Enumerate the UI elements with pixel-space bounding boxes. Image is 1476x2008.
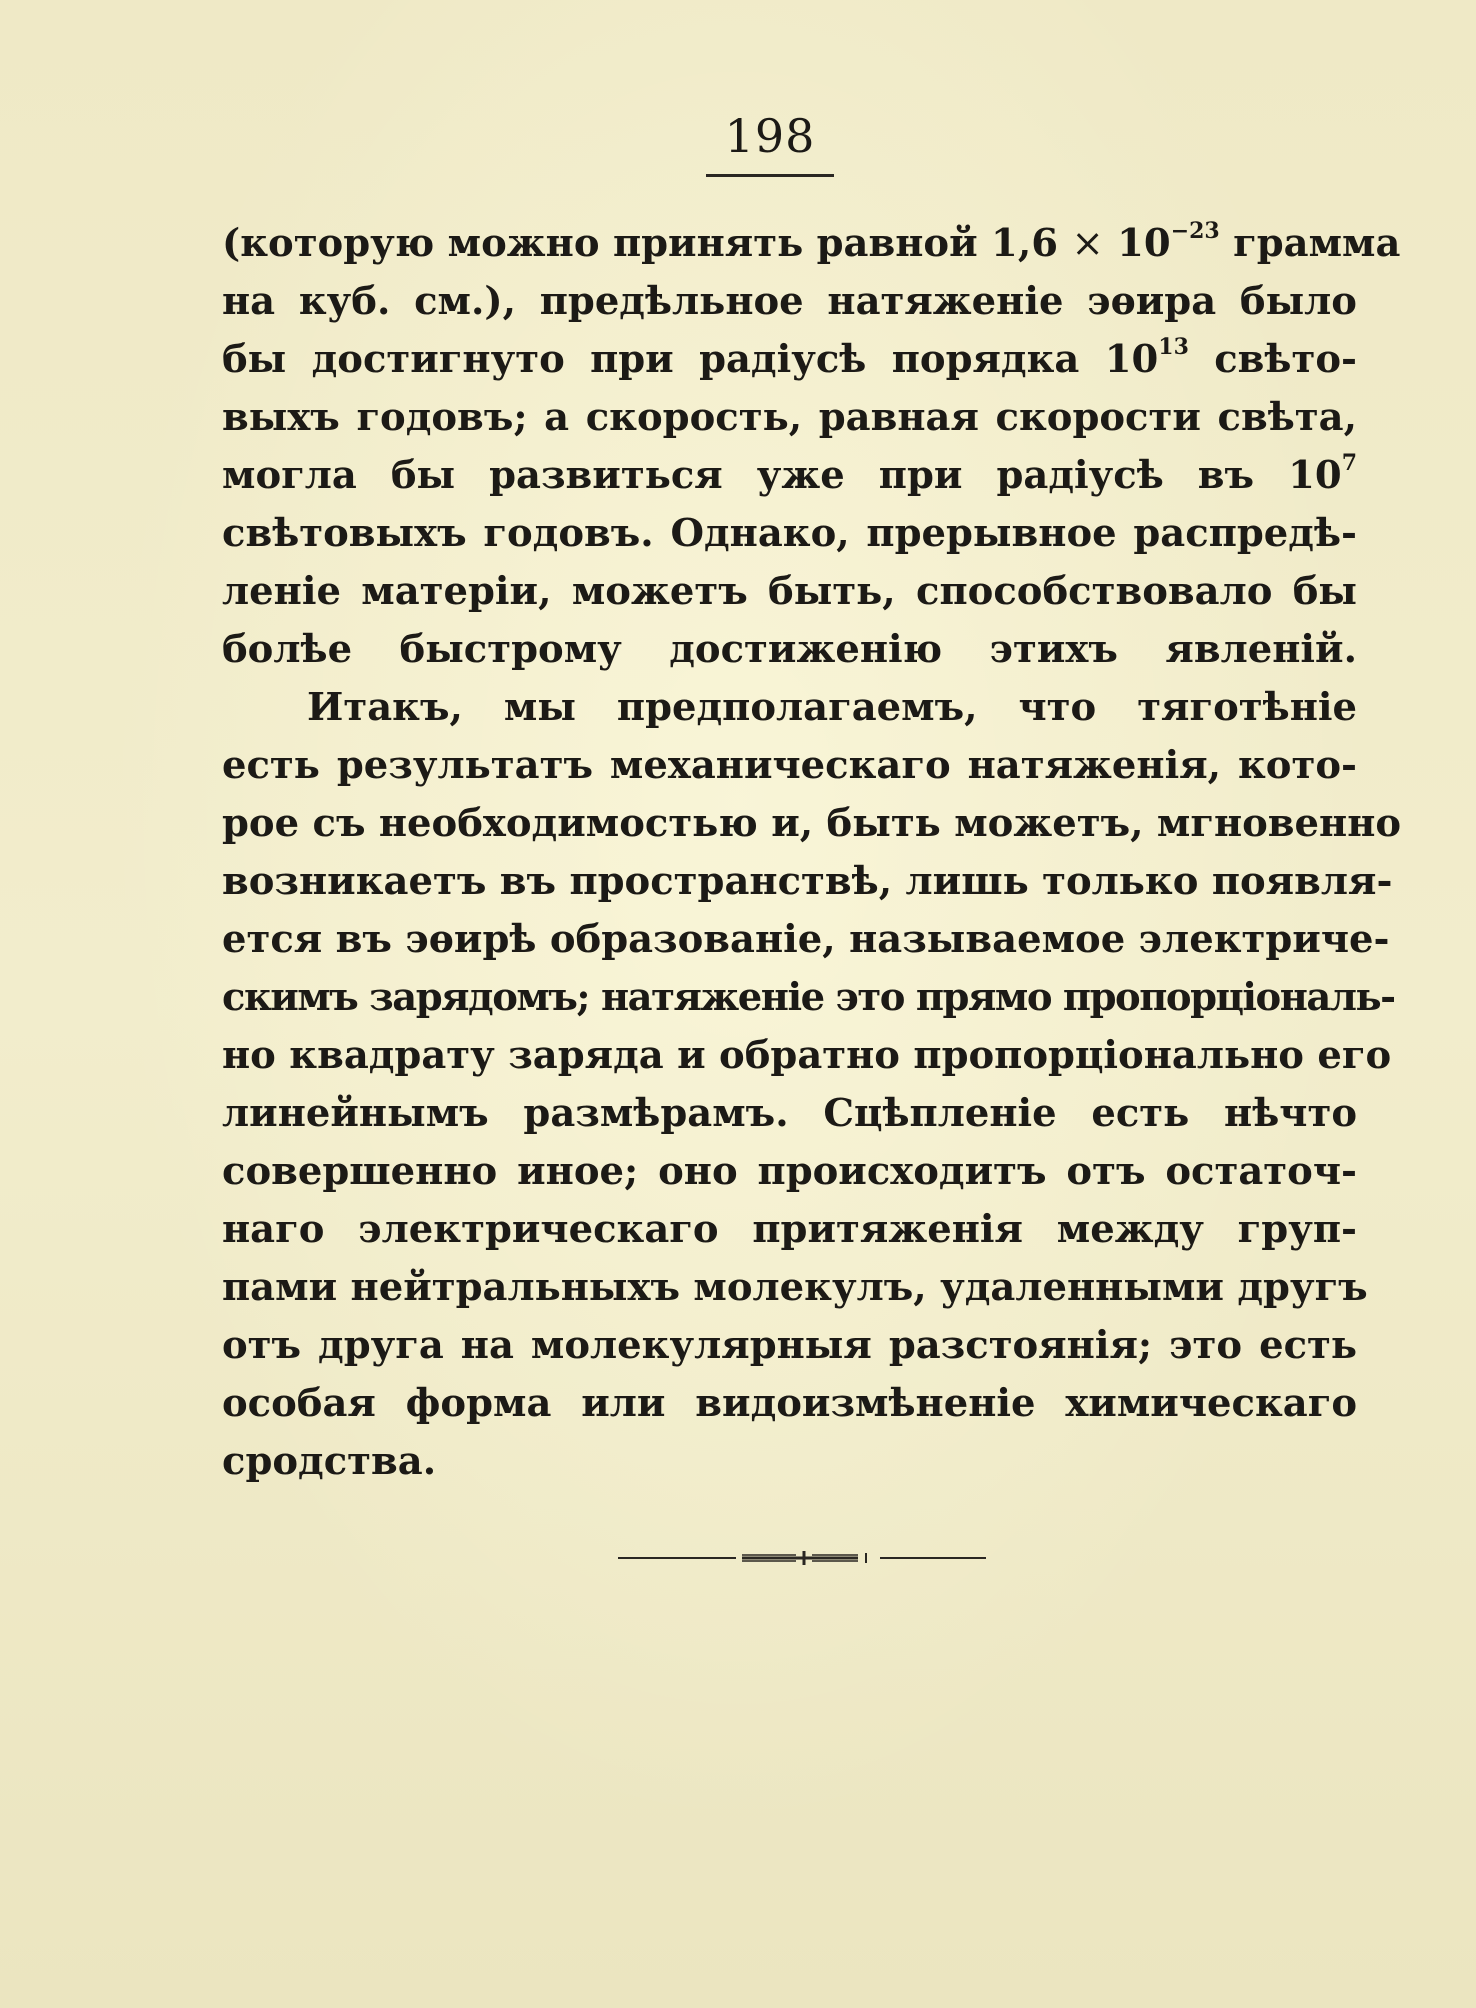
text-line: могла бы развиться уже при радіусѣ въ $10^7$: [222, 450, 1357, 498]
text-line: особая форма или видоизмѣненіе химическаго: [222, 1381, 1357, 1426]
text-line: ется въ эѳирѣ образованіе, называемое электриче-: [222, 917, 1390, 962]
text-line: болѣе быстрому достиженію этихъ явленій.: [222, 627, 1357, 672]
text-line: пами нейтральныхъ молекулъ, удаленными другъ: [222, 1265, 1368, 1310]
text-line: возникаетъ въ пространствѣ, лишь только появля-: [222, 859, 1393, 904]
text-line: на куб. см.), предѣльное натяженіе эѳира было: [222, 279, 1357, 324]
page-number-underline: [706, 174, 834, 177]
text-line: леніе матеріи, можетъ быть, способствовало бы: [222, 569, 1357, 614]
page-header: [706, 108, 834, 177]
text-line: но квадрату заряда и обратно пропорціонально его: [222, 1033, 1392, 1078]
text-line: есть результатъ механическаго натяженія, кото-: [222, 743, 1357, 788]
text-line: скимъ зарядомъ; натяженіе это прямо пропорціональ-: [222, 975, 1395, 1020]
text-line: рое съ необходимостью и, быть можетъ, мгновенно: [222, 801, 1402, 846]
text-line: наго электрическаго притяженія между груп-: [222, 1207, 1357, 1252]
end-ornament-icon: [618, 1548, 986, 1568]
text-line: отъ друга на молекулярныя разстоянія; это есть: [222, 1323, 1357, 1368]
paragraph-first-line: Итакъ, мы предполагаемъ, что тяготѣніе: [307, 685, 1357, 730]
body-text: [222, 215, 1402, 1491]
text-line: бы достигнуто при радіусѣ порядка $10^{13}$ свѣто-: [222, 334, 1358, 382]
text-line: выхъ годовъ; а скорость, равная скорости свѣта,: [222, 395, 1357, 440]
text-line: свѣтовыхъ годовъ. Однако, прерывное распредѣ-: [222, 511, 1357, 556]
text-line: сродства.: [222, 1439, 437, 1484]
text-line: (которую можно принять равной $1,6 \times 10^{-23}$ грамма: [222, 218, 1401, 266]
text-line: линейнымъ размѣрамъ. Сцѣпленіе есть нѣчто: [222, 1091, 1357, 1136]
page-number: 198: [724, 109, 816, 163]
text-line: совершенно иное; оно происходитъ отъ остаточ-: [222, 1149, 1357, 1194]
